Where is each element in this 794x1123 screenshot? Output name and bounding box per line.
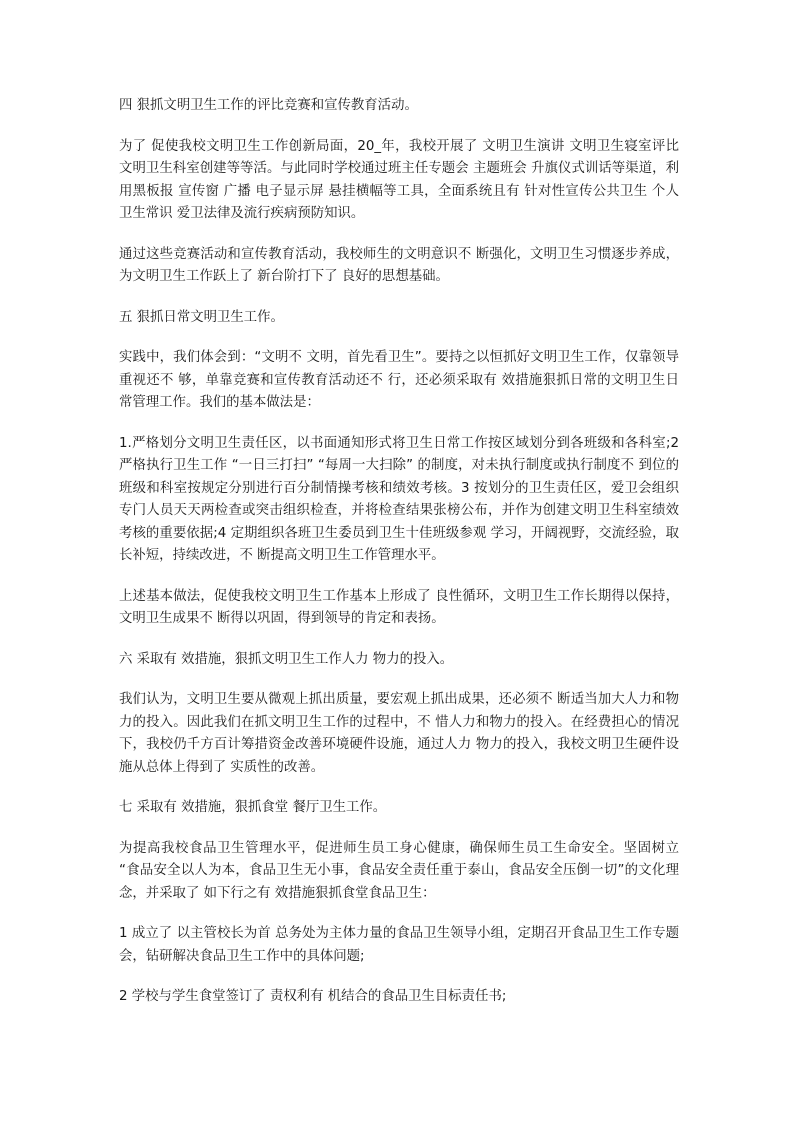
paragraph: 通过这些竞赛活动和宣传教育活动，我校师生的文明意识不 断强化，文明卫生习惯逐步养成，为文明卫生工作跃上了 新台阶打下了 良好的思想基础。 [119, 246, 679, 284]
paragraph: 1.严格划分文明卫生责任区，以书面通知形式将卫生日常工作按区域划分到各班级和各科室;2 严格执行卫生工作 “一日三打扫” “每周一大扫除” 的制度，对未执行制度或执行制度不 到位的班级和科室按规定分别进行百分制情操考核和绩效考核。3 按划分的卫生责任区，爱卫会组织专门人员天天两检查或突击组织检查，并将检查结果张榜公布，并作为创建文明卫生科室绩效考核的重要依据;4 定期组织各班卫生委员到卫生十佳班级参观 学习，开阔视野，交流经验，取长补短，持续改进，不 断提高文明卫生工作管理水平。 [119, 435, 679, 563]
paragraph: 1 成立了 以主管校长为首 总务处为主体力量的食品卫生领导小组，定期召开食品卫生工作专题会，钻研解决食品卫生工作中的具体问题; [119, 926, 679, 964]
section-heading-5: 五 狠抓日常文明卫生工作。 [119, 309, 284, 325]
paragraph: 2 学校与学生食堂签订了 责权利有 机结合的食品卫生目标责任书; [119, 989, 507, 1004]
section-heading-6: 六 采取有 效措施，狠抓文明卫生工作人力 物力的投入。 [119, 651, 454, 667]
document-page [119, 95, 679, 1027]
paragraph: 我们认为，文明卫生要从微观上抓出质量，要宏观上抓出成果，还必须不 断适当加大人力和物力的投入。因此我们在抓文明卫生工作的过程中，不 惜人力和物力的投入。在经费担心的情况下，我校仍千方百计筹措资金改善环境硬件设施，通过人力 物力的投入，我校文明卫生硬件设施从总体上得到了 实质性的改善。 [119, 692, 679, 775]
paragraph: 上述基本做法，促使我校文明卫生工作基本上形成了 良性循环，文明卫生工作长期得以保持，文明卫生成果不 断得以巩固，得到领导的肯定和表扬。 [119, 588, 679, 626]
paragraph: 为了 促使我校文明卫生工作创新局面，20_年，我校开展了 文明卫生演讲 文明卫生寝室评比 文明卫生科室创建等等活。与此同时学校通过班主任专题会 主题班会 升旗仪式训话等渠道，利用黑板报 宣传窗 广播 电子显示屏 悬挂横幅等工具，全面系统且有 针对性宣传公共卫生 个人卫生常识 爱卫法律及流行疾病预防知识。 [119, 138, 679, 221]
section-heading-7: 七 采取有 效措施，狠抓食堂 餐厅卫生工作。 [119, 800, 387, 815]
section-heading-4: 四 狠抓文明卫生工作的评比竞赛和宣传教育活动。 [119, 98, 418, 113]
paragraph: 实践中，我们体会到：“文明不 文明，首先看卫生”。要持之以恒抓好文明卫生工作，仅靠领导重视还不 够，单靠竞赛和宣传教育活动还不 行，还必须采取有 效措施狠抓日常的文明卫生日常管理工作。我们的基本做法是： [119, 350, 679, 410]
paragraph: 为提高我校食品卫生管理水平，促进师生员工身心健康，确保师生员工生命安全。坚固树立 “食品安全以人为本，食品卫生无小事，食品安全责任重于泰山，食品安全压倒一切”的文化理念，并采取了 如下行之有 效措施狠抓食堂食品卫生： [119, 840, 679, 901]
